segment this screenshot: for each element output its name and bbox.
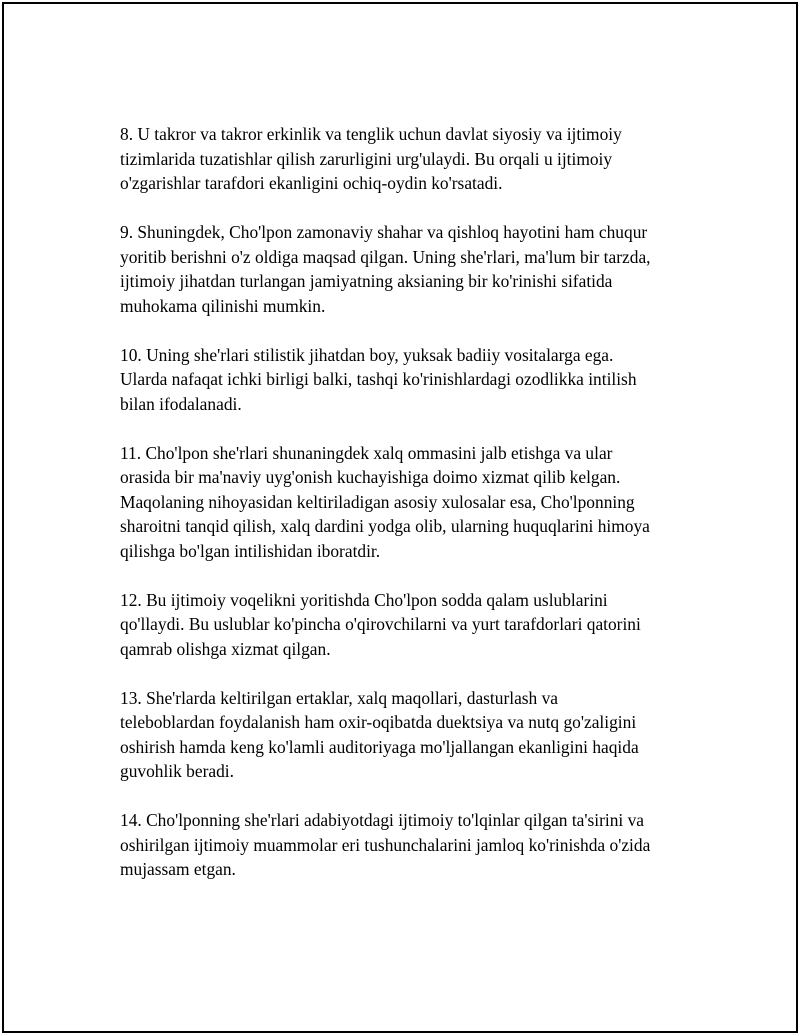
paragraph-line: muhokama qilinishi mumkin. [120,295,326,316]
paragraph-line: mujassam etgan. [120,859,236,879]
paragraph-line: oshirilgan ijtimoiy muammolar eri tushunchalarini jamloq ko'rinishda o'zida [120,834,651,855]
page-frame [2,2,798,1033]
paragraph-line: 9. Shuningdek, Cho'lpon zamonaviy shahar va qishloq hayotini ham chuqur [120,222,648,242]
paragraph-line: tizimlarida tuzatishlar qilish zarurligini urg'ulaydi. Bu orqali u ijtimoiy [120,148,613,169]
paragraph-11 [120,441,700,564]
paragraph-line: qilishga bo'lgan intilishidan iboratdir. [120,540,381,561]
paragraph-line: 10. Uning she'rlari stilistik jihatdan boy, yuksak badiiy vositalarga ega. [120,344,614,365]
paragraph-line: qamrab olishga xizmat qilgan. [120,638,331,659]
paragraph-line: oshirish hamda keng ko'lamli auditoriyaga mo'ljallangan ekanligini haqida [120,736,639,757]
paragraph-13 [120,686,700,784]
paragraph-10 [120,343,700,417]
paragraph-line: teleboblardan foydalanish ham oxir-oqibatda duektsiya va nutq go'zaligini [120,712,637,732]
paragraph-line: ijtimoiy jihatdan turlangan jamiyatning aksianing bir ko'rinishi sifatida [120,271,613,291]
paragraph-8 [120,122,700,196]
paragraph-line: o'zgarishlar tarafdori ekanligini ochiq-oydin ko'rsatadi. [120,173,503,193]
paragraph-line: 8. U takror va takror erkinlik va tenglik uchun davlat siyosiy va ijtimoiy [120,124,622,144]
paragraph-line: Ularda nafaqat ichki birligi balki, tashqi ko'rinishlardagi ozodlikka intilish [120,369,637,389]
paragraph-line: 12. Bu ijtimoiy voqelikni yoritishda Cho'lpon sodda qalam uslublarini [120,589,608,610]
paragraph-line: Maqolaning nihoyasidan keltiriladigan asosiy xulosalar esa, Cho'lponning [120,491,635,512]
paragraph-line: 14. Cho'lponning she'rlari adabiyotdagi ijtimoiy to'lqinlar qilgan ta'sirini va [120,810,645,830]
paragraph-line: 13. She'rlarda keltirilgan ertaklar, xalq maqollari, dasturlash va [120,687,559,708]
paragraph-line: bilan ifodalanadi. [120,393,242,414]
paragraph-line: 11. Cho'lpon she'rlari shunaningdek xalq ommasini jalb etishga va ular [120,442,613,463]
paragraph-line: qo'llaydi. Bu uslublar ko'pincha o'qirovchilarni va yurt tarafdorlari qatorini [120,614,641,634]
paragraph-line: guvohlik beradi. [120,761,234,781]
document-body [120,122,700,906]
paragraph-line: sharoitni tanqid qilish, xalq dardini yodga olib, ularning huquqlarini himoya [120,516,650,536]
paragraph-line: orasida bir ma'naviy uyg'onish kuchayishiga doimo xizmat qilib kelgan. [120,467,621,487]
paragraph-9 [120,220,700,318]
paragraph-12 [120,588,700,662]
paragraph-14 [120,808,700,882]
paragraph-line: yoritib berishni o'z oldiga maqsad qilgan. Uning she'rlari, ma'lum bir tarzda, [120,246,651,267]
